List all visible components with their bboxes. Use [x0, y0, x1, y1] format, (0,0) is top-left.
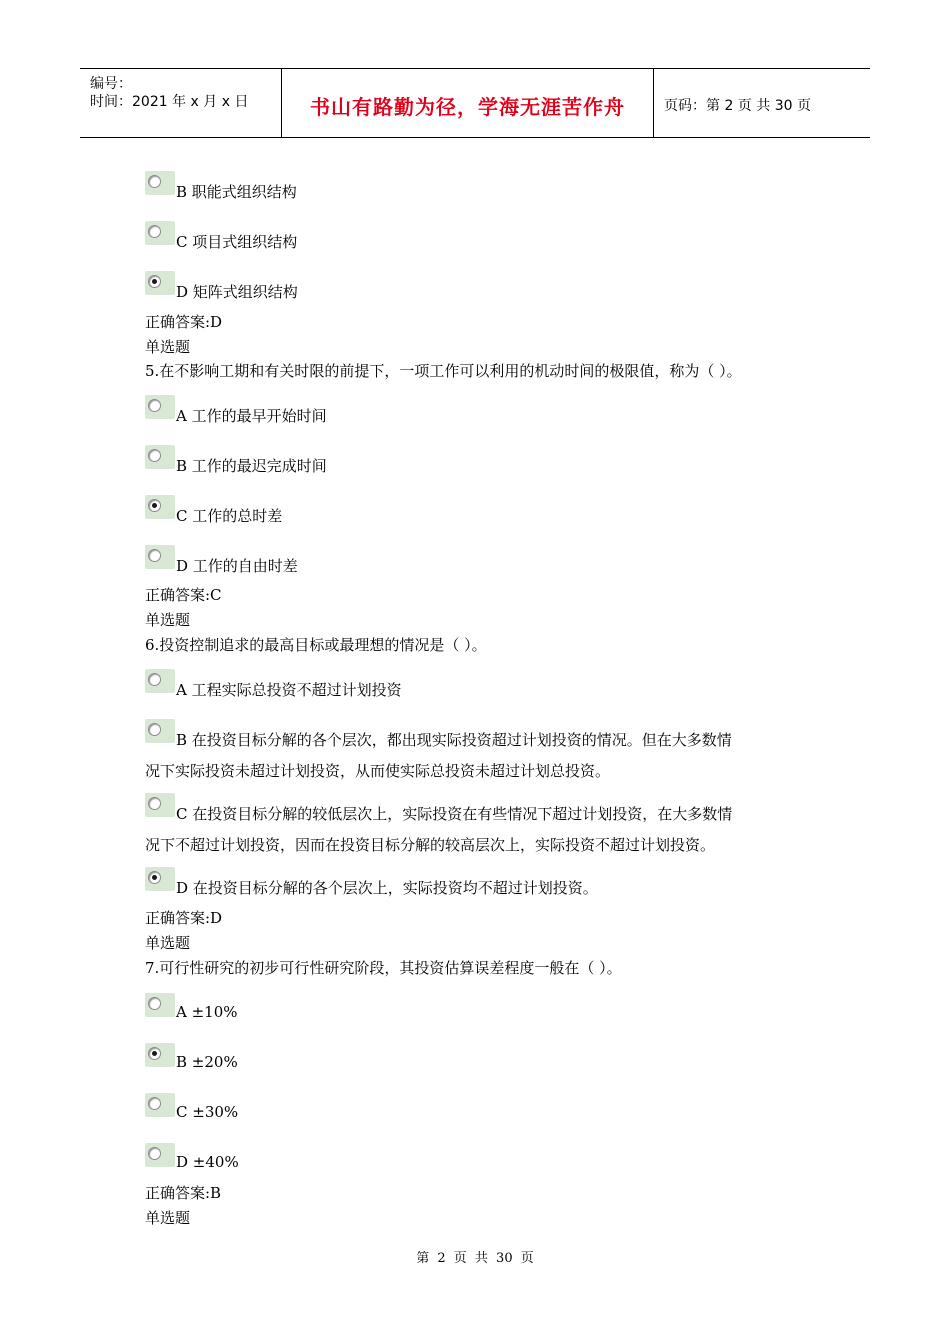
header-info-cell — [80, 69, 282, 137]
option-label: B ±20% — [176, 1053, 238, 1071]
radio-button-icon[interactable] — [145, 1143, 175, 1167]
option-label: C 在投资目标分解的较低层次上，实际投资在有些情况下超过计划投资，在大多数情 — [176, 805, 733, 823]
header-motto: 书山有路勤为径，学海无涯苦作舟 — [310, 95, 625, 119]
page-footer: 第 2 页 共 30 页 — [416, 1251, 534, 1266]
option-label: D 工作的自由时差 — [176, 557, 298, 575]
radio-button-icon[interactable] — [145, 495, 175, 519]
question-type: 单选题 — [145, 338, 191, 356]
option-label: C 项目式组织结构 — [176, 233, 298, 251]
radio-button-icon[interactable] — [145, 545, 175, 569]
page-header — [80, 68, 870, 138]
radio-button-icon[interactable] — [145, 793, 175, 817]
question-type: 单选题 — [145, 611, 191, 629]
option-label: A 工作的最早开始时间 — [176, 407, 327, 425]
header-page-cell — [654, 69, 870, 137]
correct-answer: 正确答案:B — [145, 1184, 222, 1202]
header-number: 编号： — [90, 76, 132, 92]
header-motto-cell — [282, 69, 654, 137]
option-label: D 矩阵式组织结构 — [176, 283, 298, 301]
question-text: 5.在不影响工期和有关时限的前提下，一项工作可以利用的机动时间的极限值，称为（ ）。 — [145, 362, 742, 380]
radio-button-icon[interactable] — [145, 993, 175, 1017]
radio-dot-icon — [152, 503, 157, 508]
radio-dot-icon — [152, 1051, 157, 1056]
correct-answer: 正确答案:C — [145, 586, 222, 604]
option-label: C ±30% — [176, 1103, 239, 1121]
option-label: A ±10% — [176, 1003, 238, 1021]
question-text: 7.可行性研究的初步可行性研究阶段，其投资估算误差程度一般在（ ）。 — [145, 959, 622, 977]
header-time: 时间：2021 年 x 月 x 日 — [90, 94, 249, 110]
correct-answer: 正确答案:D — [145, 313, 223, 331]
option-label: B 在投资目标分解的各个层次，都出现实际投资超过计划投资的情况。但在大多数情 — [176, 731, 732, 749]
option-label-continued: 况下实际投资未超过计划投资，从而使实际总投资未超过计划总投资。 — [145, 762, 611, 780]
question-type: 单选题 — [145, 1209, 191, 1227]
question-type: 单选题 — [145, 934, 191, 952]
header-page-number: 页码：第 2 页 共 30 页 — [664, 98, 811, 114]
option-label: D 在投资目标分解的各个层次上，实际投资均不超过计划投资。 — [176, 879, 598, 897]
radio-dot-icon — [152, 875, 157, 880]
radio-dot-icon — [152, 279, 157, 284]
radio-button-icon[interactable] — [145, 445, 175, 469]
radio-button-icon[interactable] — [145, 1093, 175, 1117]
radio-button-icon[interactable] — [145, 719, 175, 743]
radio-button-icon[interactable] — [145, 395, 175, 419]
radio-button-icon[interactable] — [145, 867, 175, 891]
radio-button-icon[interactable] — [145, 171, 175, 195]
option-label: D ±40% — [176, 1153, 239, 1171]
option-label: B 工作的最迟完成时间 — [176, 457, 327, 475]
option-label: A 工程实际总投资不超过计划投资 — [176, 681, 402, 699]
radio-button-icon[interactable] — [145, 1043, 175, 1067]
option-label-continued: 况下不超过计划投资，因而在投资目标分解的较高层次上，实际投资不超过计划投资。 — [145, 836, 716, 854]
radio-button-icon[interactable] — [145, 669, 175, 693]
option-label: B 职能式组织结构 — [176, 183, 297, 201]
option-label: C 工作的总时差 — [176, 507, 283, 525]
correct-answer: 正确答案:D — [145, 909, 223, 927]
radio-button-icon[interactable] — [145, 221, 175, 245]
question-text: 6.投资控制追求的最高目标或最理想的情况是（ ）。 — [145, 636, 487, 654]
radio-button-icon[interactable] — [145, 271, 175, 295]
